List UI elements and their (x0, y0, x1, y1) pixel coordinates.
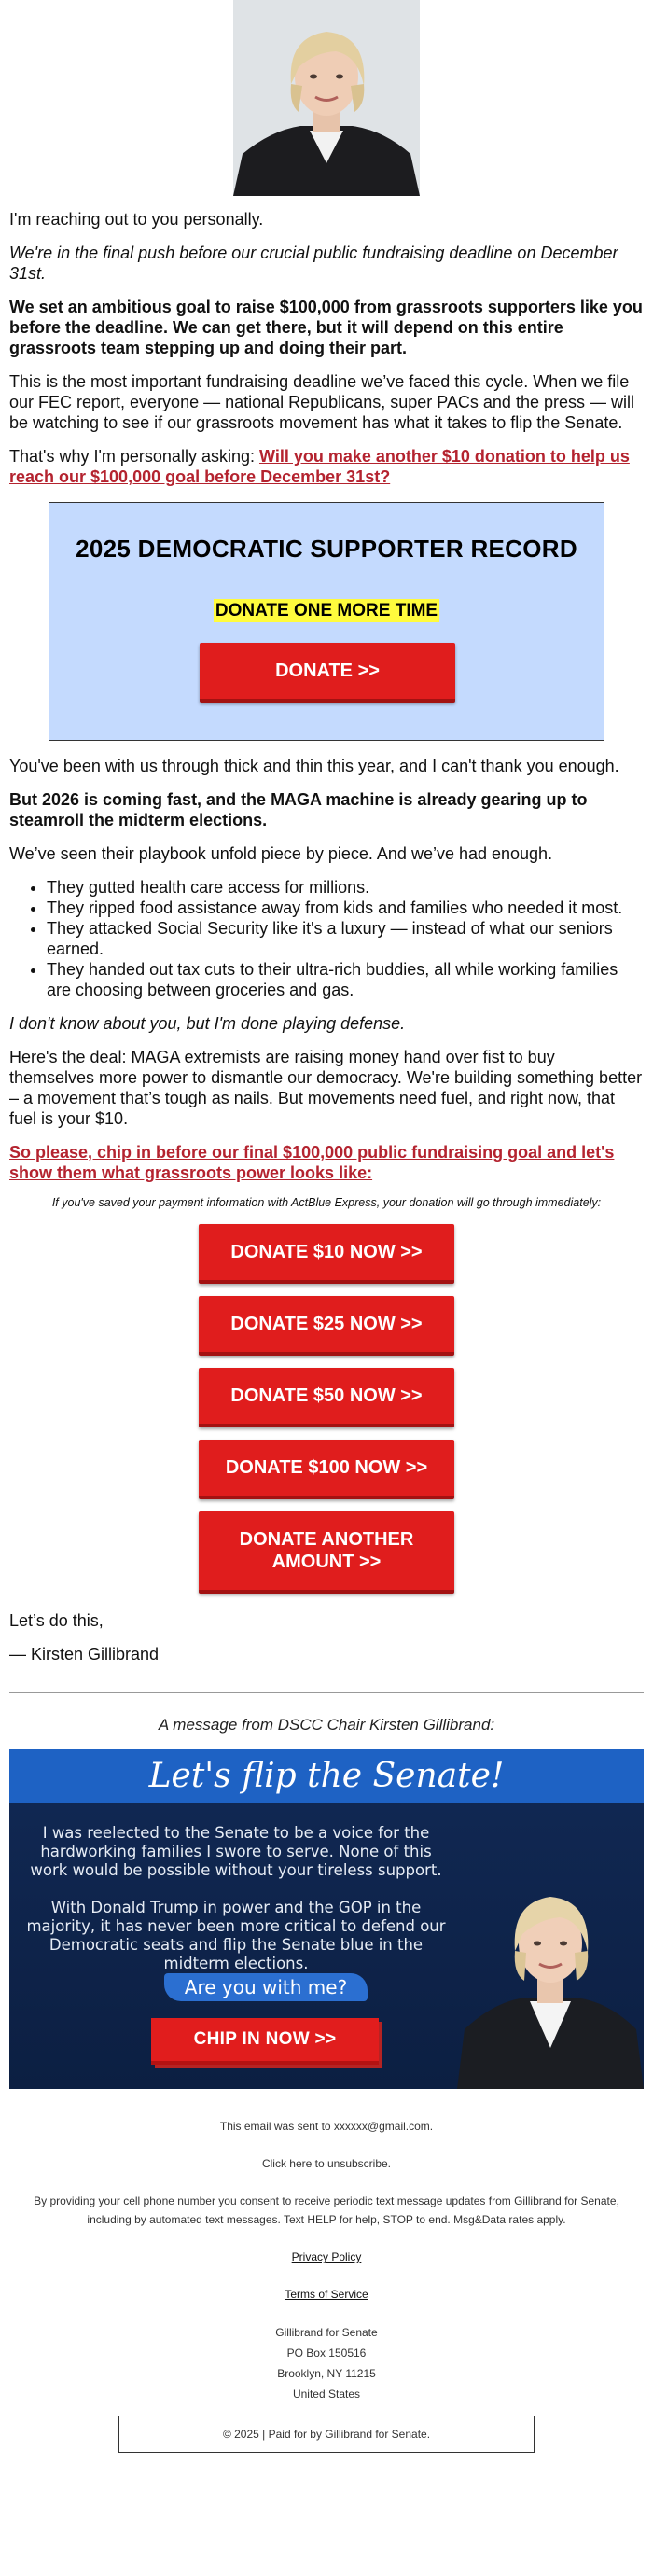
supporter-record-box (49, 502, 604, 741)
chip-in-paragraph (9, 1142, 644, 1183)
thanks-paragraph: You've been with us through thick and thin this year, and I can't thank you enough. (9, 757, 619, 775)
midterms-paragraph: But 2026 is coming fast, and the MAGA machine is already gearing up to steamroll the midterm elections. (9, 790, 588, 829)
fec-paragraph: This is the most important fundraising deadline we’ve faced this cycle. When we file our FEC report, everyone — national Republicans, super PACs and the press — will be watching to see if our grassroots movement has what it takes to flip the Senate. (9, 372, 634, 432)
chip-in-link[interactable]: So please, chip in before our final $100,000 public fundraising goal and let's show them what grassroots power looks like: (9, 1143, 615, 1182)
banner-text-1: I was reelected to the Senate to be a voice for the hardworking families I swore to serve. None of this work would be possible without your tireless support. (30, 1824, 442, 1879)
playbook-paragraph: We’ve seen their playbook unfold piece by piece. And we’ve had enough. (9, 844, 553, 863)
defense-paragraph: I don't know about you, but I'm done playing defense. (9, 1014, 406, 1033)
ask-prefix: That's why I'm personally asking: (9, 447, 259, 466)
record-title: 2025 DEMOCRATIC SUPPORTER RECORD (76, 535, 577, 563)
paid-for-box: © 2025 | Paid for by Gillibrand for Senate. (118, 2416, 535, 2453)
greeting-paragraph: I'm reaching out to you personally. (9, 210, 264, 229)
banner-portrait (457, 1861, 644, 2089)
dscc-banner[interactable] (9, 1749, 644, 2089)
portrait-image (233, 0, 420, 196)
deadline-paragraph: We're in the final push before our crucial public fundraising deadline on December 31st. (9, 244, 618, 283)
list-item: • They attacked Social Security like it's a luxury — instead of what our seniors earned. (47, 918, 644, 959)
footer-city: Brooklyn, NY 11215 (277, 2367, 376, 2380)
banner-question: Are you with me? (164, 1973, 368, 2001)
list-item: • They gutted health care access for millions. (47, 877, 644, 898)
divider (9, 1692, 644, 1693)
donate-50-button[interactable]: DONATE $50 NOW >> (199, 1368, 454, 1427)
banner-text-2: With Donald Trump in power and the GOP in the majority, it has never been more critical to defend our Democratic seats and flip the Senate blue in the midterm elections. (26, 1899, 446, 1972)
banner-script-title: Let's flip the Senate! (148, 1757, 505, 1795)
deal-paragraph: Here's the deal: MAGA extremists are raising money hand over fist to buy themselves more power to dismantle our democracy. We're building something better – a movement that’s tough as nails. But movements need fuel, and right now, that fuel is your $10. (9, 1048, 643, 1128)
list-item: • They ripped food assistance away from kids and families who needed it most. (47, 898, 644, 918)
footer (0, 2117, 653, 2453)
playbook-list (9, 877, 644, 1000)
footer-po-box: PO Box 150516 (286, 2346, 367, 2360)
banner-chip-in-button[interactable]: CHIP IN NOW >> (151, 2018, 379, 2065)
donate-other-amount-button[interactable]: DONATE ANOTHER AMOUNT >> (199, 1511, 454, 1594)
footer-sent-to: This email was sent to xxxxxx@gmail.com. (219, 2120, 434, 2133)
signature: — Kirsten Gillibrand (9, 1645, 160, 1664)
footer-sms-consent: By providing your cell phone number you consent to receive periodic text message updates from Gillibrand for Senate, including by automated text messages. Text HELP for help, STOP to end. Msg&Data rates apply. (34, 2194, 619, 2226)
ask-paragraph (9, 446, 644, 487)
signoff: Let’s do this, (9, 1611, 104, 1630)
privacy-policy-link[interactable]: Privacy Policy (291, 2250, 362, 2263)
list-item: • They handed out tax cuts to their ultra-rich buddies, all while working families are choosing between groceries and gas. (47, 959, 644, 1000)
header-portrait (233, 0, 420, 196)
footer-address (0, 2322, 653, 2404)
donate-25-button[interactable]: DONATE $25 NOW >> (199, 1296, 454, 1356)
actblue-note: If you've saved your payment information with ActBlue Express, your donation will go through immediately: (51, 1196, 602, 1209)
goal-paragraph: We set an ambitious goal to raise $100,000 from grassroots supporters like you before the deadline. We can get there, but it will depend on this entire grassroots team stepping up and doing their part. (9, 298, 643, 357)
unsubscribe-link[interactable]: Click here to unsubscribe. (261, 2157, 392, 2170)
ask-donate-link[interactable]: Will you make another $10 donation to help us reach our $100,000 goal before December 31st? (9, 447, 630, 486)
donate-button-stack (0, 1224, 653, 1594)
donate-10-button[interactable]: DONATE $10 NOW >> (199, 1224, 454, 1284)
footer-org: Gillibrand for Senate (275, 2326, 378, 2339)
terms-of-service-link[interactable]: Terms of Service (285, 2288, 368, 2301)
banner-intro: A message from DSCC Chair Kirsten Gillibrand: (158, 1716, 495, 1734)
donate-100-button[interactable]: DONATE $100 NOW >> (199, 1440, 454, 1499)
record-cta (49, 601, 604, 621)
record-donate-button[interactable]: DONATE >> (200, 643, 455, 703)
footer-country: United States (292, 2388, 361, 2401)
record-cta-highlight: DONATE ONE MORE TIME (215, 601, 438, 620)
